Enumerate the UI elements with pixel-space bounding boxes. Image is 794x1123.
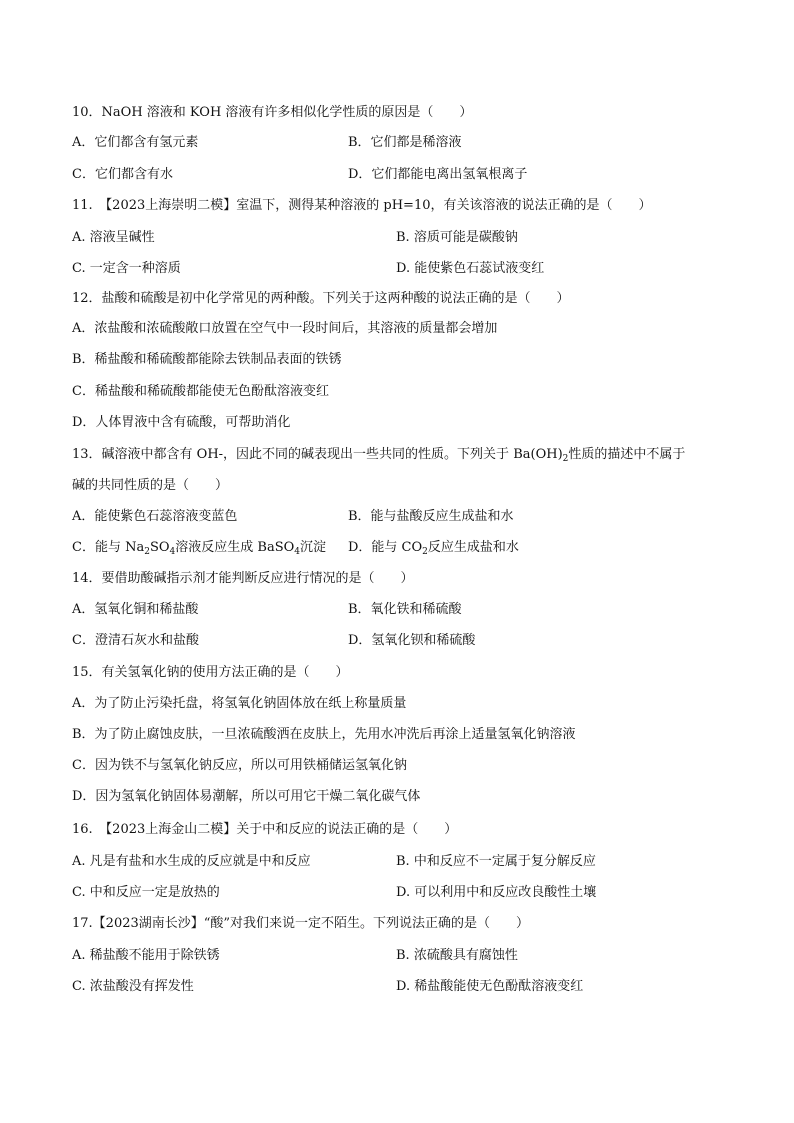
question-12-stem: 12．盐酸和硫酸是初中化学常见的两种酸。下列关于这两种酸的说法正确的是（ ） (72, 291, 570, 306)
question-14-option-d: D．氢氧化钡和稀硫酸 (348, 633, 476, 648)
question-17-option-a: A. 稀盐酸不能用于除铁锈 (72, 948, 220, 963)
question-16-option-a: A. 凡是有盐和水生成的反应就是中和反应 (72, 854, 311, 869)
question-10-option-d: D．它们都能电离出氢氧根离子 (348, 167, 528, 182)
question-15-option-a: A．为了防止污染托盘，将氢氧化钠固体放在纸上称量质量 (72, 696, 407, 711)
question-14-option-b: B．氧化铁和稀硫酸 (348, 602, 462, 617)
question-15-option-d: D．因为氢氧化钠固体易潮解，所以可用它干燥二氧化碳气体 (72, 789, 421, 804)
question-11-option-c: C. 一定含一种溶质 (72, 261, 181, 276)
question-10-option-c: C．它们都含有水 (72, 167, 173, 182)
question-13-option-c: C．能与 $Na_2SO_4$溶液反应生成 BaSO$_4$沉淀 (72, 540, 327, 557)
question-16-stem: 16. 【2023上海金山二模】关于中和反应的说法正确的是（ ） (72, 822, 458, 837)
question-14-option-a: A．氢氧化铜和稀盐酸 (72, 602, 199, 617)
question-12-option-b: B．稀盐酸和稀硫酸都能除去铁制品表面的铁锈 (72, 352, 342, 367)
question-12-option-d: D．人体胃液中含有硫酸，可帮助消化 (72, 415, 291, 430)
question-17-option-b: B. 浓硫酸具有腐蚀性 (396, 948, 518, 963)
question-15-stem: 15．有关氢氧化钠的使用方法正确的是（ ） (72, 665, 349, 680)
question-15-option-b: B．为了防止腐蚀皮肤，一旦浓硫酸洒在皮肤上，先用水冲洗后再涂上适量氢氧化钠溶液 (72, 727, 576, 742)
question-16-option-b: B. 中和反应不一定属于复分解反应 (396, 854, 596, 869)
question-11-option-a: A. 溶液呈碱性 (72, 230, 155, 245)
question-17-option-d: D. 稀盐酸能使无色酚酞溶液变红 (396, 979, 584, 994)
question-14-option-c: C．澄清石灰水和盐酸 (72, 633, 199, 648)
question-13-option-d: D．能与 $CO_2$反应生成盐和水 (348, 540, 519, 557)
question-16-option-d: D. 可以利用中和反应改良酸性土壤 (396, 885, 597, 900)
question-10-stem: 10．NaOH 溶液和 KOH 溶液有许多相似化学性质的原因是（ ） (72, 105, 473, 120)
question-11-stem: 11. 【2023上海崇明二模】室温下，测得某种溶液的 pH=10，有关该溶液的说法正确的是（ ） (72, 198, 652, 213)
question-17-stem: 17.【2023湖南长沙】“酸”对我们来说一定不陌生。下列说法正确的是（ ） (72, 916, 530, 931)
question-11-option-d: D. 能使紫色石蕊试液变红 (396, 261, 545, 276)
question-13-option-b: B．能与盐酸反应生成盐和水 (348, 509, 514, 524)
question-16-option-c: C. 中和反应一定是放热的 (72, 885, 220, 900)
question-13-stem: 13．碱溶液中都含有 OH-，因此不同的碱表现出一些共同的性质。下列关于 $Ba(OH)_2$性质的描述中不属于 (72, 447, 686, 464)
question-13-option-a: A．能使紫色石蕊溶液变蓝色 (72, 509, 238, 524)
question-15-option-c: C．因为铁不与氢氧化钠反应，所以可用铁桶储运氢氧化钠 (72, 758, 407, 773)
question-11-option-b: B. 溶质可能是碳酸钠 (396, 230, 518, 245)
question-10-option-a: A．它们都含有氢元素 (72, 135, 199, 150)
question-17-option-c: C. 浓盐酸没有挥发性 (72, 979, 194, 994)
question-10-option-b: B．它们都是稀溶液 (348, 135, 462, 150)
question-12-option-a: A．浓盐酸和浓硫酸敞口放置在空气中一段时间后，其溶液的质量都会增加 (72, 321, 498, 336)
question-12-option-c: C．稀盐酸和稀硫酸都能使无色酚酞溶液变红 (72, 384, 329, 399)
question-14-stem: 14．要借助酸碱指示剂才能判断反应进行情况的是（ ） (72, 571, 414, 586)
question-13-stem-continued: 碱的共同性质的是（ ） (72, 478, 229, 493)
